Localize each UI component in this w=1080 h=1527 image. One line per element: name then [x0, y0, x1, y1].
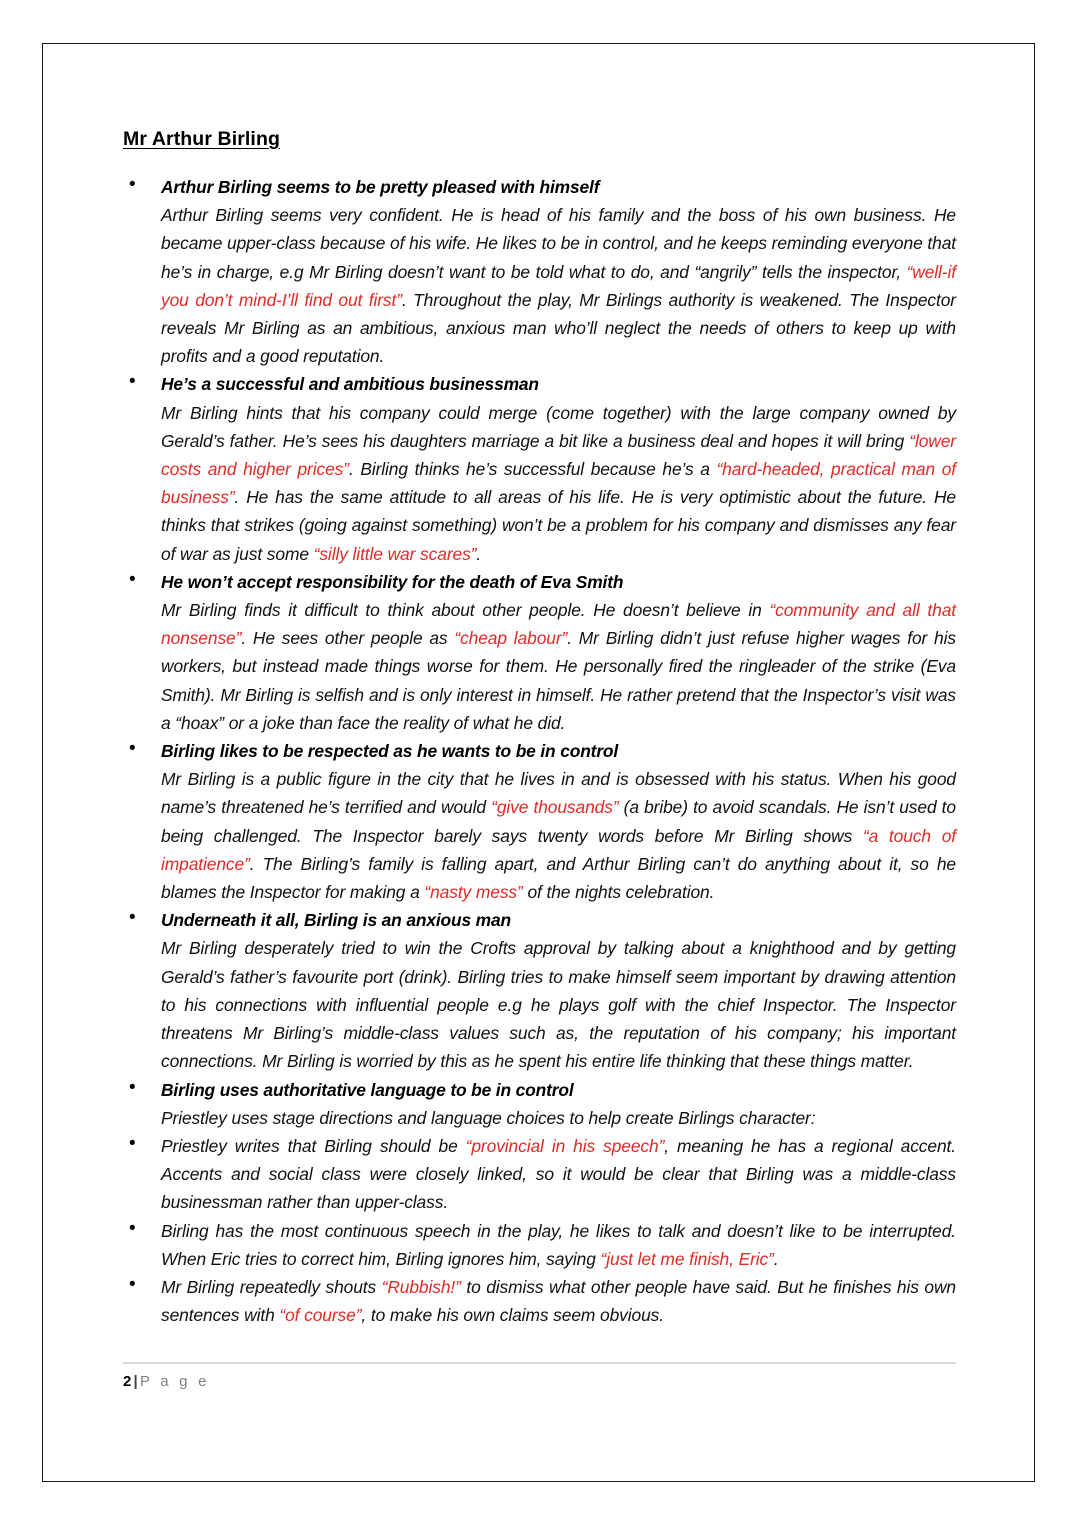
list-item — [123, 370, 956, 567]
body-paragraph — [161, 1132, 956, 1217]
paragraph-text: Birling has the most continuous speech in the play, he likes to talk and doesn’t like to be interrupted. When Eric tries to correct him, Birling ignores him, saying — [161, 1220, 956, 1269]
quotation-text: “community and all that nonsense” — [161, 600, 957, 649]
quotation-text: “provincial in his speech” — [465, 1135, 665, 1156]
paragraph-text: . He has the same attitude to all areas of his life. He is very optimistic about the future. He thinks that strikes (going against something) won’t be a problem for his company and dismisses any fear of war as just some — [161, 487, 956, 564]
paragraph-text: . Throughout the play, Mr Birlings authority is weakened. The Inspector reveals Mr Birling as an ambitious, anxious man who’ll neglect the needs of others to keep up with profits and a good reputation. — [161, 289, 956, 367]
footer-page-indicator — [123, 1373, 956, 1390]
paragraph-text: . He sees other people as — [241, 628, 455, 649]
body-paragraph — [161, 399, 956, 568]
paragraph-text: Mr Birling hints that his company could merge (come together) with the large company owned by Gerald’s father. He’s sees his daughters marriage a bit like a business deal and hopes it will bring — [161, 402, 956, 451]
paragraph-text: (a bribe) to avoid scandals. He isn’t used to being challenged. The Inspector barely says twenty words before Mr Birling shows — [161, 797, 956, 846]
paragraph-text: Mr Birling desperately tried to win the Crofts approval by talking about a knighthood and by getting Gerald’s father’s favourite port (drink). Birling tries to make himself seem important by drawing attention to his connections with influential people e.g he plays golf with the chief Inspector. The Inspector threatens Mr Birling’s middle-class values such as, the reputation of his company; his important connections. Mr Birling is worried by this as he spent his entire life thinking that these things matter. — [161, 938, 956, 1072]
paragraph-text: to dismiss what other people have said. But he finishes his own sentences with — [161, 1276, 956, 1326]
body-paragraph — [161, 596, 956, 737]
character-notes-list — [123, 173, 956, 1329]
list-item — [123, 173, 956, 370]
list-item — [123, 1273, 956, 1329]
bullet-heading: • Arthur Birling seems to be pretty pleased with himself — [161, 177, 600, 197]
paragraph-text: . — [476, 543, 482, 564]
footer-page-number: 2 — [123, 1373, 132, 1390]
paragraph-text: Mr Birling repeatedly shouts — [161, 1276, 382, 1297]
footer-divider — [123, 1362, 956, 1364]
body-paragraph — [161, 1273, 956, 1329]
body-paragraph — [161, 201, 956, 370]
footer-page-label: P a g e — [139, 1373, 210, 1390]
page-footer — [123, 1362, 956, 1390]
paragraph-text: Mr Birling is a public figure in the city that he lives in and is obsessed with his status. When his good name’s threatened he’s terrified and would — [161, 769, 956, 818]
quotation-text: “nasty mess” — [424, 882, 523, 903]
list-item — [123, 737, 956, 906]
bullet-heading: • Birling likes to be respected as he wants to be in control — [161, 741, 619, 762]
paragraph-text: Priestley writes that Birling should be — [161, 1135, 466, 1156]
quotation-text: “a touch of impatience” — [161, 825, 957, 874]
quotation-text: “give thousands” — [491, 797, 619, 818]
list-item — [123, 1132, 956, 1217]
body-paragraph — [161, 1217, 956, 1273]
paragraph-text: , to make his own claims seem obvious. — [361, 1305, 664, 1326]
quotation-text: “of course” — [279, 1305, 362, 1326]
bullet-heading: • Underneath it all, Birling is an anxious man — [161, 910, 511, 931]
paragraph-text: . — [773, 1248, 779, 1269]
quotation-text: “cheap labour” — [454, 628, 568, 649]
bullet-heading: • He’s a successful and ambitious businessman — [161, 374, 539, 395]
list-item — [123, 568, 956, 737]
quotation-text: “just let me finish, Eric” — [600, 1248, 774, 1269]
quotation-text: “lower costs and higher prices” — [161, 430, 956, 480]
body-paragraph — [161, 934, 956, 1075]
paragraph-text: Mr Birling finds it difficult to think about other people. He doesn’t believe in — [161, 600, 770, 621]
page-title: Mr Arthur Birling — [123, 128, 280, 150]
quotation-text: “silly little war scares” — [313, 543, 477, 564]
list-item — [123, 1217, 956, 1273]
list-item — [123, 1076, 956, 1132]
list-item — [123, 906, 956, 1075]
paragraph-text: . The Birling’s family is falling apart, and Arthur Birling can’t do anything about it, so he blames the Inspector for making a — [161, 853, 956, 903]
paragraph-text: Priestley uses stage directions and language choices to help create Birlings character: — [161, 1107, 816, 1128]
page-sheet — [42, 43, 1035, 1482]
paragraph-text: . Birling thinks he’s successful because he’s a — [348, 459, 717, 480]
paragraph-text: Arthur Birling seems very confident. He is head of his family and the boss of his own business. He became upper-class because of his wife. He likes to be in control, and he keeps reminding everyone that he’s in charge, e.g Mr Birling doesn’t want to be told what to do, and “angrily” tells the inspector, — [161, 205, 956, 282]
paragraph-text: , meaning he has a regional accent. Accents and social class were closely linked, so it would be clear that Birling was a middle-class businessman rather than upper-class. — [161, 1135, 956, 1213]
quotation-text: “hard-headed, practical man of business” — [161, 459, 956, 508]
paragraph-text: of the nights celebration. — [522, 882, 715, 903]
paragraph-text: . Mr Birling didn’t just refuse higher wages for his workers, but instead made things worse for them. He personally fired the ringleader of the strike (Eva Smith). Mr Birling is selfish and is only interest in himself. He rather pretend that the Inspector’s visit was a “hoax” or a joke than face the reality of what he did. — [161, 628, 956, 733]
bullet-heading: • He won’t accept responsibility for the death of Eva Smith — [161, 571, 624, 592]
body-paragraph — [161, 1104, 956, 1132]
bullet-heading: • Birling uses authoritative language to be in control — [161, 1079, 574, 1100]
quotation-text: “Rubbish!” — [381, 1276, 461, 1297]
document-body — [123, 128, 956, 1329]
quotation-text: “well-if you don’t mind-I’ll find out first” — [161, 261, 956, 310]
body-paragraph — [161, 765, 956, 906]
footer-separator: | — [133, 1373, 138, 1390]
